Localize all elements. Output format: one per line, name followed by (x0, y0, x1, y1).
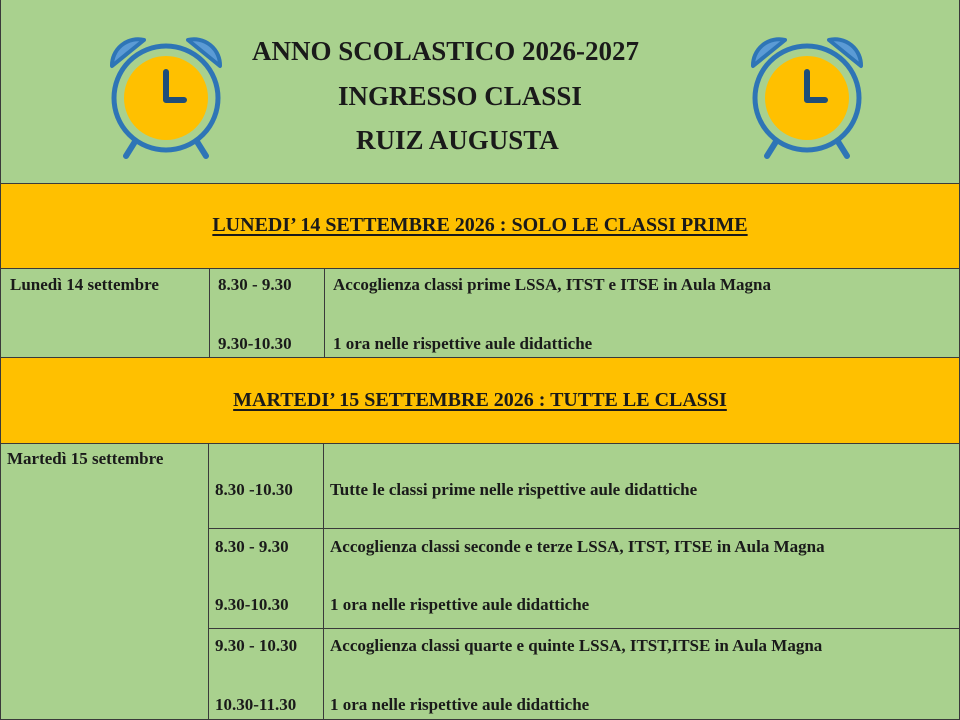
day1-activity-1: Accoglienza classi prime LSSA, ITST e ITSE in Aula Magna (333, 275, 771, 294)
table-border (208, 528, 960, 529)
title-line-3: RUIZ AUGUSTA (356, 125, 559, 155)
table-border (209, 268, 210, 357)
table-border (0, 183, 960, 184)
day2-date: Martedì 15 settembre (7, 449, 164, 468)
table-border (0, 268, 960, 269)
day2-banner-text: MARTEDI’ 15 SETTEMBRE 2026 : TUTTE LE CLASSI (233, 388, 727, 411)
day1-time-2: 9.30-10.30 (218, 334, 292, 353)
alarm-clock-icon (104, 32, 228, 160)
day2-time-2: 8.30 - 9.30 (215, 537, 289, 556)
day2-time-1: 8.30 -10.30 (215, 480, 293, 499)
day1-time-1: 8.30 - 9.30 (218, 275, 292, 294)
day2-banner (0, 357, 960, 443)
day1-banner (0, 183, 960, 268)
day2-time-5: 10.30-11.30 (215, 695, 297, 714)
day1-banner-text: LUNEDI’ 14 SETTEMBRE 2026 : SOLO LE CLASSI PRIME (212, 214, 748, 236)
day2-activity-2: Accoglienza classi seconde e terze LSSA, ITST, ITSE in Aula Magna (330, 537, 825, 556)
header (0, 0, 960, 183)
day1-activity-2: 1 ora nelle rispettive aule didattiche (333, 334, 593, 353)
title-line-1: ANNO SCOLASTICO 2026-2027 (252, 36, 640, 66)
table-border (0, 443, 960, 444)
day2-activity-3: 1 ora nelle rispettive aule didattiche (330, 595, 590, 614)
day2-time-4: 9.30 - 10.30 (215, 636, 298, 655)
title-line-2: INGRESSO CLASSI (338, 81, 582, 111)
table-border (323, 443, 324, 720)
table-border (0, 0, 1, 720)
day2-activity-1: Tutte le classi prime nelle rispettive aule didattiche (330, 480, 698, 499)
alarm-clock-icon (745, 32, 869, 160)
table-border (324, 268, 325, 357)
day2-time-3: 9.30-10.30 (215, 595, 289, 614)
day1-date: Lunedì 14 settembre (10, 275, 159, 294)
table-border (208, 443, 209, 720)
day2-activity-5: 1 ora nelle rispettive aule didattiche (330, 695, 590, 714)
table-border (208, 628, 960, 629)
day2-activity-4: Accoglienza classi quarte e quinte LSSA, ITST,ITSE in Aula Magna (330, 636, 823, 655)
table-border (0, 357, 960, 358)
